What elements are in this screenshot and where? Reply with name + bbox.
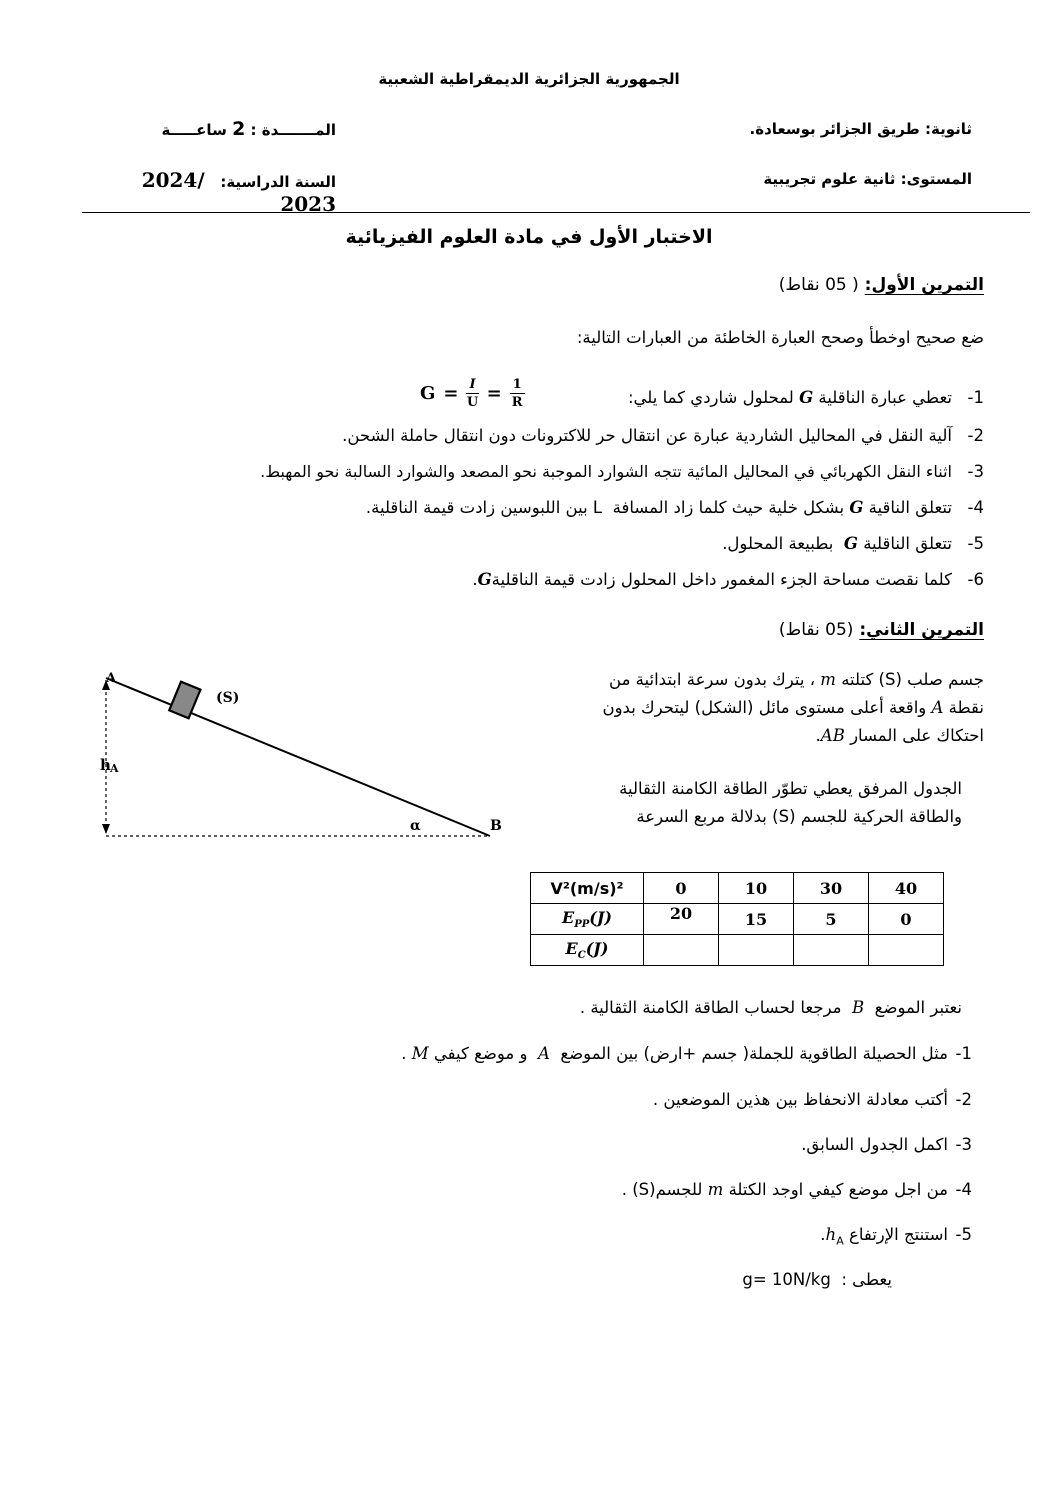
q3-number: -3 (955, 1135, 972, 1154)
exercise2-heading (779, 620, 984, 640)
epp-letter: E (562, 907, 575, 927)
v2-cell: 0 (644, 873, 719, 904)
item6-text: كلما نقصت مساحة الجزء المغمور داخل المحلول زادت قيمة الناقليةG. (472, 570, 952, 589)
desc-e: احتكاك على المسار (850, 726, 984, 745)
ec-unit: (J) (585, 938, 609, 958)
ec-cell (644, 935, 719, 966)
label-h: h (100, 756, 111, 774)
table-desc-b: والطاقة الحركية للجسم (S) بدلالة مربع السرعة (636, 807, 962, 826)
symbol-g: G (799, 388, 814, 407)
conductance-formula (420, 376, 525, 411)
v2-cell: 40 (869, 873, 944, 904)
q5-a: استنتج الإرتفاع (848, 1225, 948, 1244)
label-alpha: α (410, 818, 421, 834)
given-data (742, 1270, 892, 1289)
item1-text-a: تعطي عبارة الناقلية (818, 388, 952, 407)
desc-m: m (820, 670, 836, 689)
duration-value: 2 (232, 118, 246, 140)
exam-title: الاختبار الأول في مادة العلوم الفيزيائية (345, 226, 713, 248)
ec-header (531, 935, 644, 966)
height-arrow-bottom (102, 824, 110, 834)
v2-cell: 30 (794, 873, 869, 904)
label-h-sub: A (110, 762, 119, 775)
symbol-g: G (477, 570, 492, 589)
table-row (531, 935, 944, 966)
class-level: المستوى: ثانية علوم تجريبية (763, 170, 972, 188)
epp-cell: 0 (869, 904, 944, 935)
label-a: A (106, 671, 117, 686)
q1-point-m: M (411, 1044, 429, 1063)
year-label: السنة الدراسية: (220, 173, 336, 191)
q4-m: m (707, 1180, 724, 1199)
incline-line (106, 678, 490, 836)
item4-text (366, 498, 952, 517)
exam-duration (120, 118, 336, 140)
solid-block (169, 682, 200, 719)
energy-table (530, 872, 944, 966)
exercise2-description: جسم صلب (S) كتلته m ، يترك بدون سرعة ابتدائية من نقطة A واقعة أعلى مستوى مائل (الشكل) ليتحرك بدون احتكاك على المسار AB. (602, 670, 984, 745)
ec-cell (794, 935, 869, 966)
epp-header (531, 904, 644, 935)
fraction-den1: U (466, 395, 479, 410)
given-label: يعطى : (841, 1270, 892, 1289)
item2-number: -2 (967, 426, 984, 445)
item3-text: اثناء النقل الكهربائي في المحاليل المائية تتجه الشوارد الموجبة نحو المصعد والشوارد السالبة نحو المهبط. (260, 462, 952, 481)
item3-number: -3 (967, 462, 984, 481)
table-row (531, 904, 944, 935)
ec-cell (869, 935, 944, 966)
fraction-num2: 1 (510, 376, 525, 394)
exercise1-instruction: ضع صحيح اوخطأ وصحح العبارة الخاطئة من العبارات التالية: (576, 328, 984, 347)
item1-number: -1 (967, 388, 984, 407)
item6-text-a: كلما نقصت مساحة الجزء المغمور داخل المحلول زادت قيمة الناقلية (491, 570, 952, 589)
item2-text: آلية النقل في المحاليل الشاردية عبارة عن انتقال حر للاكترونات دون انتقال حاملة الشحن. (342, 426, 952, 445)
ref-b-point: B (852, 998, 865, 1017)
fraction-den2: R (511, 395, 523, 410)
formula-lhs: G (420, 383, 436, 404)
epp-unit: (J) (589, 907, 612, 927)
school-name: ثانوية: طريق الجزائر بوسعادة. (749, 120, 972, 138)
fraction-1-over-r (510, 376, 525, 411)
q3-text: اكمل الجدول السابق. (801, 1135, 948, 1154)
q4-text (622, 1180, 948, 1199)
item1-text-b: لمحلول شاردي كما يلي: (628, 388, 794, 407)
item4-number: -4 (967, 498, 984, 517)
desc-b: ، يترك بدون سرعة ابتدائية من (609, 670, 816, 689)
epp-cell: 5 (794, 904, 869, 935)
v2-header: V²(m/s)² (531, 873, 644, 904)
desc-d: واقعة أعلى مستوى مائل (الشكل) ليتحرك بدون (602, 698, 927, 717)
duration-label: المـــــــدة : (250, 121, 336, 139)
exercise1-heading (779, 275, 984, 295)
q1-b: و موضع كيفي (433, 1044, 528, 1063)
label-s: (S) (216, 690, 240, 706)
header-divider (82, 212, 1030, 213)
q4-number: -4 (955, 1180, 972, 1199)
item1-text (628, 388, 952, 407)
table-description (542, 775, 962, 831)
q2-text: أكتب معادلة الانحفاظ بين هذين الموضعين . (652, 1090, 948, 1109)
ec-sub: C (577, 950, 586, 962)
item5-text-b: بطبيعة المحلول. (722, 534, 834, 553)
q1-point-a: A (537, 1044, 550, 1063)
inclined-plane-diagram (92, 668, 522, 853)
item4-text-a: تتعلق الناقية (868, 498, 952, 517)
symbol-g: G (843, 534, 858, 553)
ec-cell (719, 935, 794, 966)
formula-eq2: = (486, 383, 502, 404)
q4-b: للجسم(S) . (621, 1180, 703, 1199)
item4-text-b: بشكل خلية حيث كلما زاد المسافة (612, 498, 845, 517)
desc-ab: AB (820, 726, 845, 745)
exercise2-title: التمرين الثاني: (859, 620, 984, 640)
exercise1-title: التمرين الأول: (864, 275, 984, 295)
q1-a: مثل الحصيلة الطاقوية للجملة( جسم +ارض) بين الموضع (560, 1044, 948, 1063)
epp-cell: 15 (719, 904, 794, 935)
item5-text (722, 534, 952, 553)
formula-eq1: = (443, 383, 459, 404)
desc-c: نقطة (948, 698, 984, 717)
fraction-num1: I (466, 376, 478, 394)
epp-cell: 20 (644, 904, 719, 935)
symbol-g: G (849, 498, 864, 517)
item5-text-a: تتعلق الناقلية (863, 534, 952, 553)
epp-sub: PP (574, 919, 590, 931)
item5-number: -5 (967, 534, 984, 553)
duration-unit: ساعـــــة (161, 121, 227, 139)
item4-text-c: بين اللبوسين زادت قيمة الناقلية. (365, 498, 588, 517)
desc-point-a: A (931, 698, 944, 717)
ec-letter: E (565, 938, 578, 958)
q1-c: . (401, 1044, 407, 1063)
table-desc-a: الجدول المرفق يعطي تطوّر الطاقة الكامنة الثقالية (619, 779, 962, 798)
reference-statement (580, 998, 962, 1017)
given-value: g= 10N/kg (742, 1270, 831, 1289)
v2-cell: 10 (719, 873, 794, 904)
ref-b: مرجعا لحساب الطاقة الكامنة الثقالية . (579, 998, 842, 1017)
desc-a: جسم صلب (S) كتلته (841, 670, 984, 689)
block-shape (169, 682, 200, 719)
q4-a: من اجل موضع كيفي اوجد الكتلة (728, 1180, 948, 1199)
item4-text-l: L (592, 498, 603, 517)
q5-number: -5 (955, 1225, 972, 1244)
exercise1-points: ( 05 نقاط) (778, 275, 859, 295)
q5-h: h (825, 1225, 837, 1244)
year-value: 2024/ 2023 (141, 168, 336, 216)
item6-number: -6 (967, 570, 984, 589)
q5-c: . (820, 1225, 826, 1244)
table-row (531, 873, 944, 904)
label-b: B (490, 818, 502, 834)
q2-number: -2 (955, 1090, 972, 1109)
fraction-i-over-u (466, 376, 478, 411)
q1-number: -1 (955, 1044, 972, 1063)
ref-a: نعتبر الموضع (874, 998, 962, 1017)
q1-text (401, 1044, 948, 1063)
q5-h-sub: A (836, 1234, 844, 1248)
exercise2-points: (05 نقاط) (778, 620, 854, 640)
republic-header: الجمهورية الجزائرية الديمقراطية الشعبية (378, 70, 680, 88)
q5-text (820, 1225, 948, 1247)
school-year (90, 168, 336, 216)
